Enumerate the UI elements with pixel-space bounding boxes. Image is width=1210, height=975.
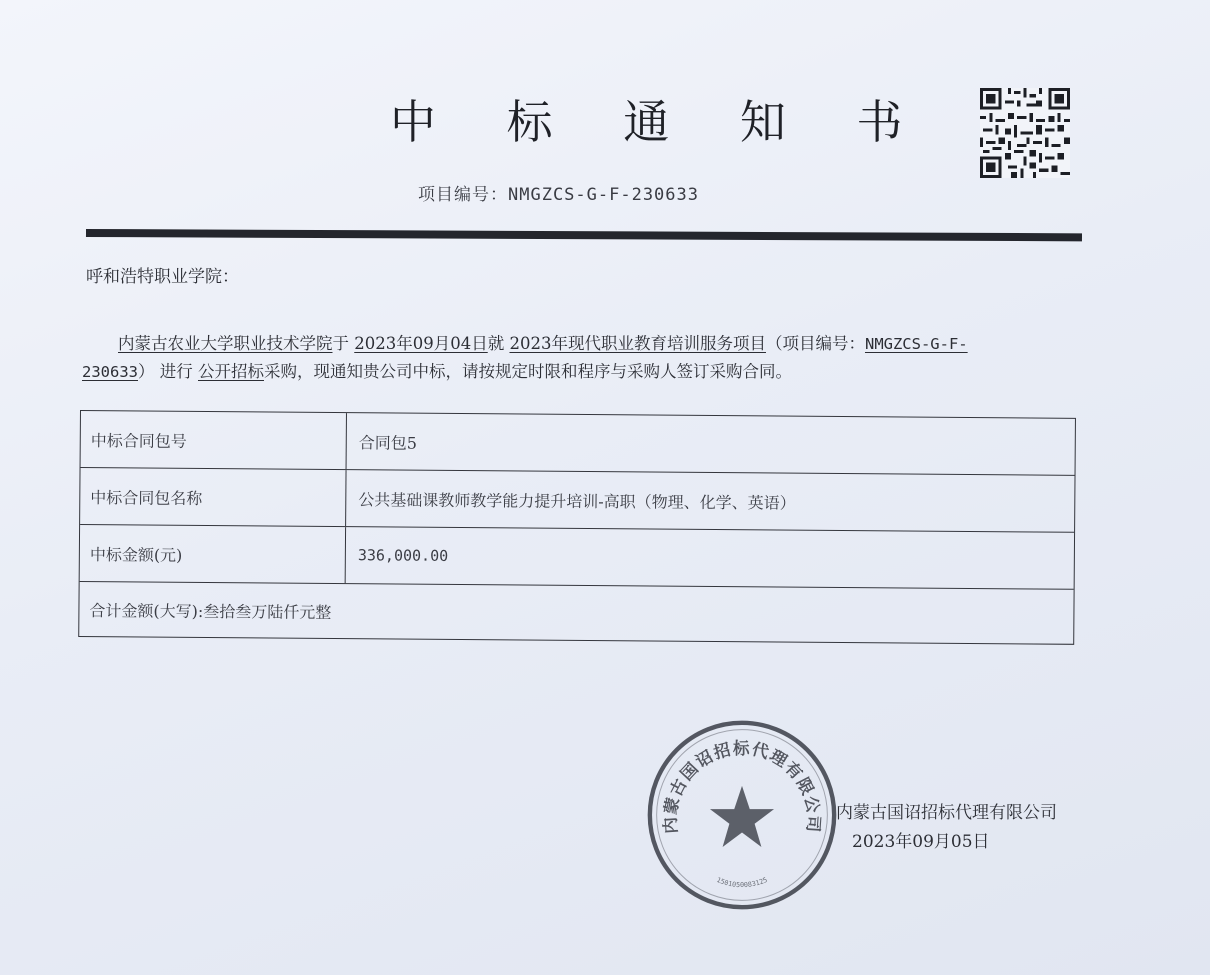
table-cell-label: 中标金额(元): [80, 525, 346, 583]
body-line-1: [118, 330, 968, 354]
project-number-header: [418, 180, 699, 205]
table-cell-label: 中标合同包名称: [80, 468, 346, 526]
header-divider: [86, 229, 1082, 241]
body-text-4: ） 进行: [138, 362, 193, 381]
body-project-number-2: 230633: [82, 363, 138, 381]
body-project-number-1: NMGZCS-G-F-: [864, 335, 968, 353]
body-text-2: 就: [487, 334, 505, 353]
qr-code-icon: [978, 88, 1072, 178]
table-row: [80, 525, 1074, 590]
svg-text:1501050083125: 1501050083125: [715, 875, 769, 890]
official-seal-icon: [645, 718, 839, 912]
svg-text:内蒙古国诏招标代理有限公司: 内蒙古国诏招标代理有限公司: [660, 738, 824, 835]
project-name: 2023年现代职业教育培训服务项目: [509, 334, 766, 353]
total-amount-words: 合计金额(大写):叁拾叁万陆仟元整: [89, 600, 332, 622]
award-details-table: [78, 410, 1076, 645]
body-text-3: （项目编号：: [765, 334, 865, 353]
star-icon: [710, 786, 774, 847]
procurement-method: 公开招标: [198, 362, 264, 381]
table-cell-label: 中标合同包号: [81, 411, 347, 469]
body-text-5: 采购，现通知贵公司中标，请按规定时限和程序与采购人签订采购合同。: [264, 362, 792, 381]
table-cell-value: 合同包5: [358, 432, 418, 453]
addressee: 呼和浩特职业学院：: [86, 267, 239, 287]
purchaser-name: 内蒙古农业大学职业技术学院: [118, 334, 333, 353]
table-row: [81, 411, 1075, 476]
table-cell-value: 公共基础课教师教学能力提升培训-高职（物理、化学、英语）: [358, 489, 796, 513]
project-number-label: 项目编号：: [418, 185, 508, 205]
notice-date: 2023年09月04日: [354, 334, 488, 353]
issuer-name: 内蒙古国诏招标代理有限公司: [836, 803, 1057, 823]
issue-date: 2023年09月05日: [852, 832, 990, 852]
body-text-1: 于: [332, 334, 349, 353]
project-number-value: NMGZCS-G-F-230633: [508, 185, 699, 205]
document-title: 中 标 通 知 书: [390, 95, 931, 149]
table-cell-value: 336,000.00: [357, 546, 449, 565]
table-row-total: [79, 582, 1073, 644]
table-row: [80, 468, 1074, 533]
body-line-2: [82, 358, 792, 382]
